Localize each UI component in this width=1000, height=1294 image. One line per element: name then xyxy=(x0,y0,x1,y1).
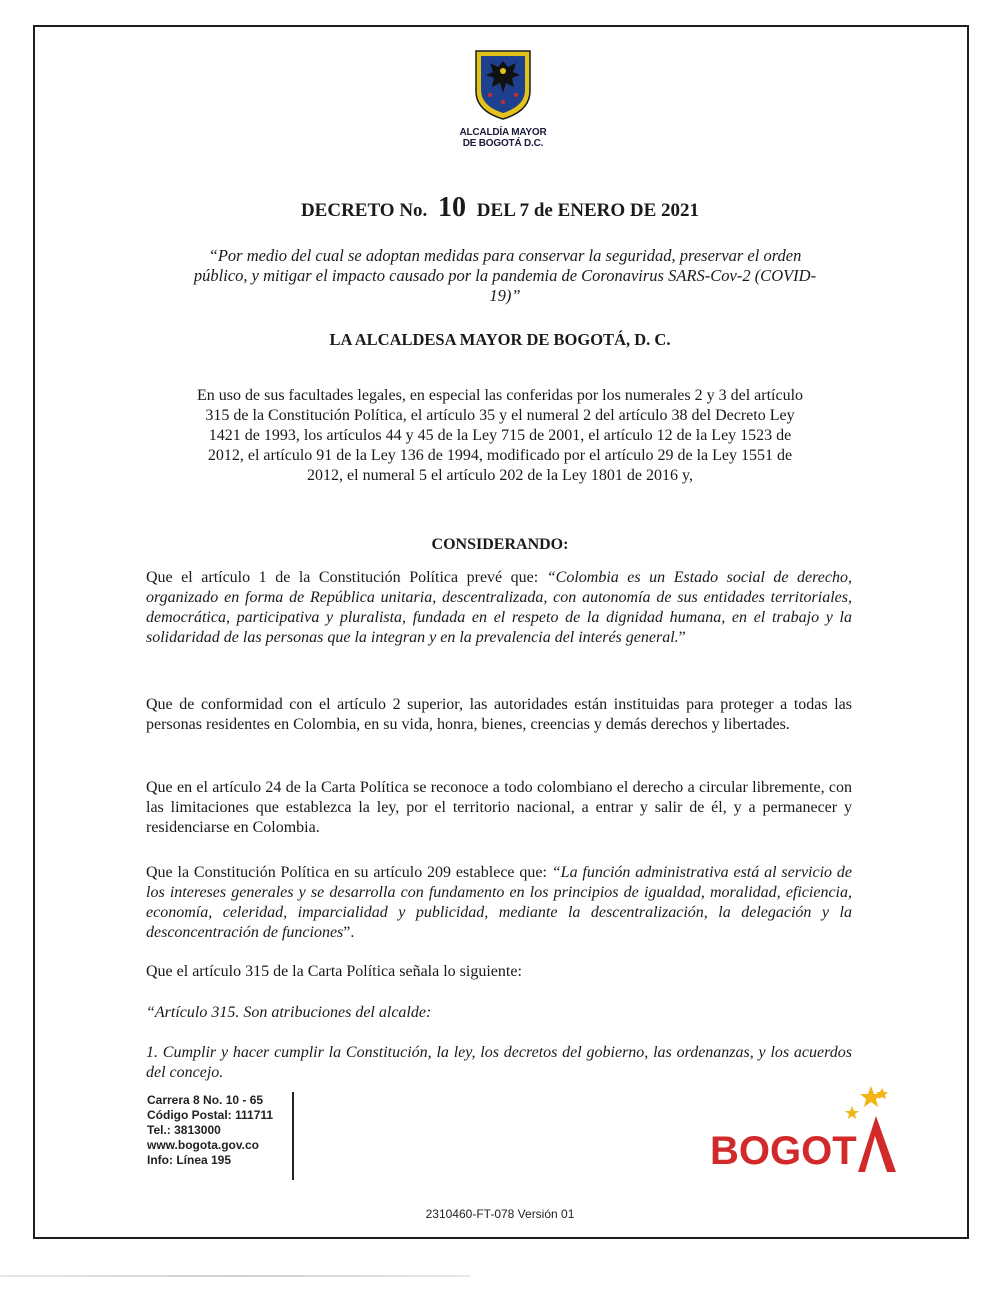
paragraph-article-209-lead: Que la Constitución Política en su artículo 209 establece que: xyxy=(146,864,552,881)
powers-line-4: 2012, el artículo 91 de la Ley 136 de 1994, modificado por el artículo 29 de la Ley 1551 de xyxy=(207,447,793,464)
contact-address: Carrera 8 No. 10 - 65 xyxy=(147,1093,264,1107)
decree-title xyxy=(150,192,850,224)
paragraph-article-209-quote: “La función administrativa está al servicio de los intereses generales y se desarrolla con fundamento en los principios de igualdad, moralidad, eficiencia, economía, celeridad, imparcialidad y publicidad, mediante la descentralización, la delegación y la desconcentración de funciones xyxy=(146,864,853,941)
paragraph-article-209 xyxy=(146,863,852,943)
legal-powers xyxy=(140,386,860,486)
contact-info-line: Info: Línea 195 xyxy=(147,1153,232,1167)
powers-line-3: 1421 de 1993, los artículos 44 y 45 de la Ley 715 de 2001, el artículo 12 de la Ley 1523 de xyxy=(208,427,792,444)
crest-label-line2: DE BOGOTÁ D.C. xyxy=(462,138,544,149)
paragraph-article-1-lead: Que el artículo 1 de la Constitución Política prevé que: xyxy=(146,569,547,586)
subject-line-2: público, y mitigar el impacto causado por la pandemia de Coronavirus SARS-Cov-2 (COVID- xyxy=(193,266,817,285)
quote-article-315: “Artículo 315. Son atribuciones del alcalde: xyxy=(146,1004,432,1021)
crest-label xyxy=(420,127,586,149)
contact-website: www.bogota.gov.co xyxy=(147,1138,259,1152)
decree-date: DEL 7 de ENERO DE 2021 xyxy=(476,200,700,221)
paragraph-article-209-tail: ”. xyxy=(343,924,355,941)
brand-wordmark: BOGOT xyxy=(710,1129,857,1173)
powers-line-2: 315 de la Constitución Política, el artículo 35 y el numeral 2 del artículo 38 del Decreto Ley xyxy=(205,407,795,424)
paragraph-article-315-intro: Que el artículo 315 de la Carta Política señala lo siguiente: xyxy=(146,963,522,980)
footer-divider xyxy=(292,1092,294,1180)
decree-subject xyxy=(160,246,850,306)
paragraph-article-24: Que en el artículo 24 de la Carta Política se reconoce a todo colombiano el derecho a circular libremente, con las limitaciones que establezca la ley, por el territorio nacional, a entrar y salir de él, y a permanecer y residenciarse en Colombia. xyxy=(146,779,852,836)
scan-artifact-line xyxy=(0,1275,470,1277)
authority-heading: LA ALCALDESA MAYOR DE BOGOTÁ, D. C. xyxy=(329,330,671,349)
bogota-stars-logo-icon xyxy=(706,1086,906,1176)
paragraph-article-1-tail: ” xyxy=(678,629,686,646)
powers-line-1: En uso de sus facultades legales, en especial las conferidas por los numerales 2 y 3 del artículo xyxy=(196,387,804,404)
subject-line-1: “Por medio del cual se adoptan medidas para conservar la seguridad, preservar el orden xyxy=(208,246,802,265)
contact-info xyxy=(147,1093,273,1168)
paragraph-article-2: Que de conformidad con el artículo 2 superior, las autoridades están instituidas para proteger a todas las personas residentes en Colombia, en su vida, honra, bienes, creencias y demás derechos y libertades. xyxy=(146,696,852,733)
paragraph-article-1 xyxy=(146,568,852,648)
contact-postal-code: Código Postal: 111711 xyxy=(147,1108,274,1122)
powers-line-5: 2012, el numeral 5 el artículo 202 de la Ley 1801 de 2016 y, xyxy=(307,467,693,484)
considering-heading: CONSIDERANDO: xyxy=(431,536,569,553)
decree-number: 10 xyxy=(438,192,467,223)
contact-phone: Tel.: 3813000 xyxy=(147,1123,221,1137)
paragraph-article-1-quote: “Colombia es un Estado social de derecho, organizado en forma de República unitaria, descentralizada, con autonomía de sus entidades territoriales, democrática, participativa y pluralista, fundada en el respeto de la dignidad humana, en el trabajo y la solidaridad de las personas que la integran y en la prevalencia del interés general. xyxy=(146,569,852,646)
subject-line-3: 19)” xyxy=(489,286,521,305)
bogota-coat-of-arms-icon xyxy=(470,47,536,121)
crest-label-line1: ALCALDÍA MAYOR xyxy=(459,127,547,138)
decree-prefix: DECRETO No. xyxy=(300,200,428,221)
quote-article-315-item-1: 1. Cumplir y hacer cumplir la Constitución, la ley, los decretos del gobierno, las ordenanzas, y los acuerdos del concejo. xyxy=(146,1044,852,1081)
form-code: 2310460-FT-078 Versión 01 xyxy=(425,1207,575,1221)
